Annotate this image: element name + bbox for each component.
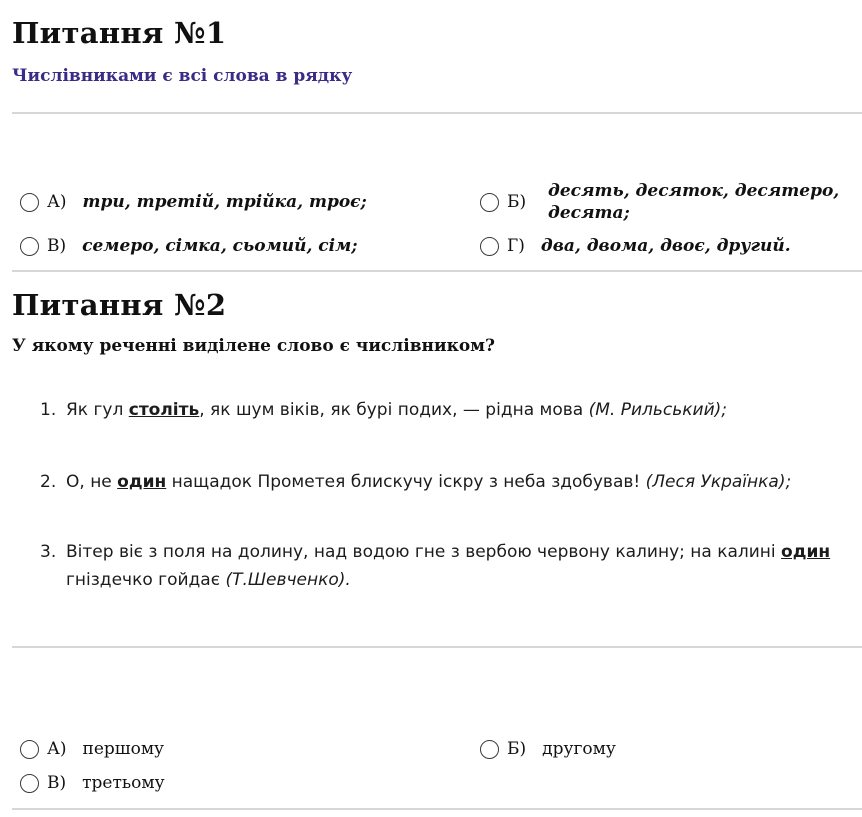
option-text: семеро, сімка, сьомий, сім; <box>82 236 358 256</box>
q1-option-c[interactable] <box>20 236 358 256</box>
q2-option-c[interactable] <box>20 773 165 793</box>
radio-icon[interactable] <box>480 193 499 212</box>
sentence-text: О, не <box>66 472 118 492</box>
option-text: другому <box>542 739 616 759</box>
option-letter: В) <box>47 236 67 256</box>
q1-option-b[interactable] <box>480 192 542 212</box>
divider <box>12 808 862 810</box>
divider <box>12 646 862 648</box>
option-letter: А) <box>47 192 67 212</box>
q2-option-a[interactable] <box>20 739 164 759</box>
sentence-text: нащадок Прометея блискучу іскру з неба здобував! <box>166 472 646 492</box>
sentence-3 <box>40 542 862 562</box>
sentence-number: 2. <box>40 472 57 492</box>
option-text: першому <box>82 739 165 759</box>
option-letter: А) <box>47 739 67 759</box>
highlighted-word: століть <box>128 400 200 420</box>
option-letter: Г) <box>507 236 525 256</box>
q1-option-d[interactable] <box>480 236 791 256</box>
sentence-text: , як шум віків, як бурі подих, — рідна мова <box>199 400 589 420</box>
question-1-title: Питання №1 <box>12 16 227 50</box>
sentence-text: гніздечко гойдає <box>66 570 226 590</box>
option-text <box>548 180 839 224</box>
sentence-number: 3. <box>40 542 57 562</box>
option-text: три, третій, трійка, троє; <box>82 192 367 212</box>
question-1-prompt: Числівниками є всі слова в рядку <box>12 66 353 86</box>
radio-icon[interactable] <box>20 740 39 759</box>
highlighted-word: один <box>781 542 831 562</box>
option-letter: Б) <box>507 739 527 759</box>
sentence-text: Вітер віє з поля на долину, над водою гне з вербою червону калину; на калині <box>66 542 782 562</box>
question-2-title: Питання №2 <box>12 288 227 322</box>
option-text-line-1: десять, десяток, десятеро, <box>548 181 840 201</box>
question-2-prompt: У якому реченні виділене слово є числівником? <box>12 336 495 356</box>
option-letter: В) <box>47 773 67 793</box>
radio-icon[interactable] <box>20 237 39 256</box>
sentence-1 <box>40 400 727 420</box>
option-text: третьому <box>82 773 165 793</box>
radio-icon[interactable] <box>480 740 499 759</box>
option-letter: Б) <box>507 192 527 212</box>
sentence-text: Як гул <box>66 400 129 420</box>
option-text-line-2: десята; <box>548 203 630 223</box>
radio-icon[interactable] <box>480 237 499 256</box>
sentence-3-line-2 <box>66 570 351 590</box>
option-text: два, двома, двоє, другий. <box>540 236 791 256</box>
sentence-source: (Леся Українка); <box>645 472 792 492</box>
sentence-source: (М. Рильський); <box>588 400 727 420</box>
radio-icon[interactable] <box>20 774 39 793</box>
q2-option-b[interactable] <box>480 739 616 759</box>
radio-icon[interactable] <box>20 193 39 212</box>
q1-option-a[interactable] <box>20 192 367 212</box>
sentence-2 <box>40 472 791 492</box>
sentence-number: 1. <box>40 400 57 420</box>
highlighted-word: один <box>117 472 167 492</box>
divider <box>12 112 862 114</box>
sentence-source: (Т.Шевченко). <box>225 570 351 590</box>
divider <box>12 270 862 272</box>
